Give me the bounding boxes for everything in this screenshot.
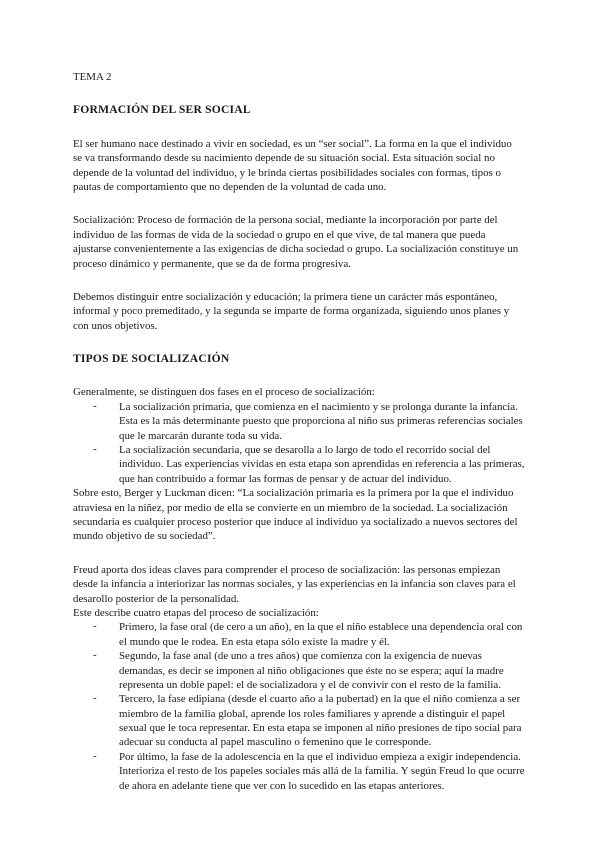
text-line: se va transformando desde su nacimiento depende de su situación social. Esta situación social no (73, 152, 495, 165)
bullet-dash: - (93, 620, 97, 633)
text-line: informal y poco premeditado, y la segunda se imparte de forma organizada, siguiendo unos planes y (73, 305, 510, 318)
paragraph (73, 137, 543, 195)
text-line: Por último, la fase de la adolescencia en la que el individuo empieza a exigir independencia. (119, 750, 521, 763)
section-heading (73, 352, 543, 366)
text-line: desarollo posterior de la personalidad. (73, 592, 240, 605)
paragraph (73, 563, 543, 606)
document-page (73, 70, 543, 793)
section-heading (73, 103, 543, 117)
text-line: Esta es la más determinante puesto que proporciona al niño sus primeras referencias sociales (119, 415, 523, 428)
text-line: TIPOS DE SOCIALIZACIÓN (73, 352, 230, 366)
text-line: Primero, la fase oral (de cero a un año), en la que el niño establece una dependencia oral con (119, 621, 523, 634)
list-item (73, 750, 543, 793)
list-item (73, 400, 543, 443)
text-line: adecuar su conducta al papel masculino o femenino que le corresponde. (119, 736, 432, 749)
list-item (73, 649, 543, 692)
text-line: ajustarse convenientemente a las exigencias de dicha sociedad o grupo. La socialización constituye un (73, 243, 519, 256)
text-line: proceso dinámico y permanente, que se da de forma progresiva. (73, 257, 351, 270)
paragraph (73, 213, 543, 271)
text-line: La socialización primaria, que comienza en el nacimiento y se prolonga durante la infancia. (119, 400, 518, 413)
text-line: secundaria es cualquier proceso posterior que induce al individuo ya socializado a nuevos sectores del (73, 515, 518, 528)
text-line: Generalmente, se distinguen dos fases en el proceso de socialización: (73, 386, 375, 399)
text-line: Tercero, la fase edipiana (desde el cuarto año a la pubertad) en la que el niño comienza a ser (119, 693, 521, 706)
bullet-dash: - (93, 443, 97, 456)
list-item (73, 620, 543, 649)
text-line: FORMACIÓN DEL SER SOCIAL (73, 103, 251, 117)
text-line: individuo. Las experiencias vividas en esta etapa son aprendidas en referencia a las primeras, (119, 458, 525, 471)
text-line: TEMA 2 (73, 71, 112, 83)
document-title (73, 70, 543, 84)
text-line: sexual que le toca representar. En esta etapa se imponen al niño presiones de tipo social para (119, 722, 522, 735)
list-item (73, 692, 543, 750)
text-line: miembro de la familia global, aprende los roles familiares y aprende a distinguir el papel (119, 707, 506, 720)
text-line: Debemos distinguir entre socialización y educación; la primera tiene un carácter más espontáneo, (73, 290, 498, 303)
text-line: La socialización secundaria, que se desarolla a lo largo de todo el recorrido social del (119, 444, 491, 457)
text-line: pautas de comportamiento que no dependen de la voluntad de cada uno. (73, 180, 387, 193)
text-line: Sobre esto, Berger y Luckman dicen: “La socialización primaria es la primera por la que el individuo (73, 487, 514, 500)
bullet-dash: - (93, 649, 97, 662)
bullet-dash: - (93, 749, 97, 762)
text-line: con unos objetivos. (73, 319, 158, 332)
text-line: de ahora en adelante tiene que ver con lo sucedido en las etapas anteriores. (119, 779, 445, 792)
text-line: mundo objetivo de su sociedad”. (73, 530, 216, 543)
bullet-dash: - (93, 692, 97, 705)
text-line: el mundo que le rodea. En esta etapa sólo existe la madre y él. (119, 635, 390, 648)
paragraph (73, 385, 543, 399)
text-line: atraviesa en la niñez, por medio de ella se convierte en un miembro de la sociedad. La socialización (73, 501, 508, 514)
text-line: que le marcarán durante toda su vida. (119, 429, 282, 442)
text-line: El ser humano nace destinado a vivir en sociedad, es un “ser social”. La forma en la que el individuo (73, 137, 512, 150)
text-line: demandas, es decir se imponen al niño obligaciones que éste no se espera; aquí la madre (119, 664, 504, 677)
text-line: que han contribuido a formar las formas de pensar y de actuar del individuo. (119, 472, 452, 485)
bullet-dash: - (93, 399, 97, 412)
text-line: Socialización: Proceso de formación de la persona social, mediante la incorporación por parte del (73, 214, 498, 227)
text-line: Interioriza el resto de los papeles sociales más allá de la familia. Y según Freud lo que ocurre (119, 765, 525, 778)
text-line: depende de la voluntad del individuo, y le brinda ciertas posibilidades sociales con formas, tipos o (73, 166, 501, 179)
text-line: representa un doble papel: el de socializadora y el de convivir con el resto de la familia. (119, 678, 501, 691)
paragraph (73, 486, 543, 544)
text-line: individuo de las formas de vida de la sociedad o grupo en el que vive, de tal manera que pueda (73, 228, 486, 241)
paragraph (73, 290, 543, 333)
list-item (73, 443, 543, 486)
text-line: desde la infancia a interiorizar las normas sociales, y las experiencias en la infancia son claves para el (73, 578, 516, 591)
text-line: Este describe cuatro etapas del proceso de socialización: (73, 606, 319, 619)
text-line: Freud aporta dos ideas claves para comprender el proceso de socialización: las personas empiezan (73, 563, 501, 576)
text-line: Segundo, la fase anal (de uno a tres años) que comienza con la exigencia de nuevas (119, 650, 482, 663)
paragraph (73, 606, 543, 620)
